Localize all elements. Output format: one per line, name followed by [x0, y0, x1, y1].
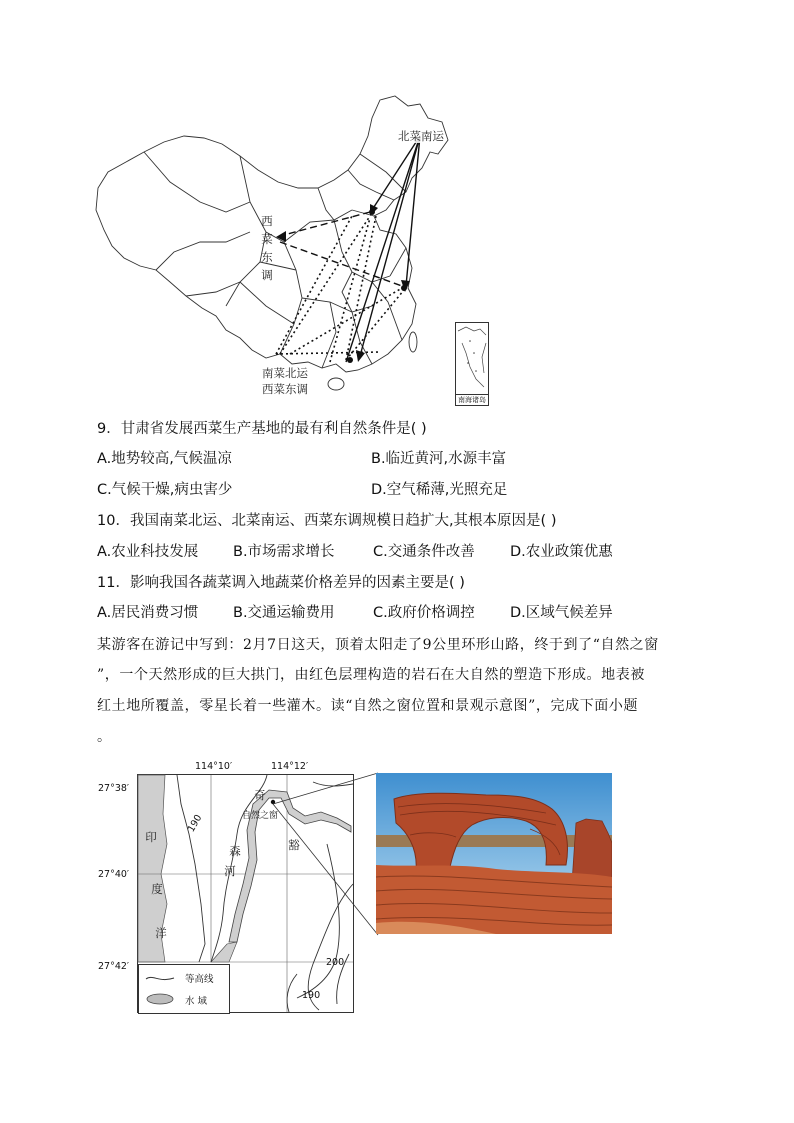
rock-arch-illustration — [376, 773, 612, 934]
map-legend — [138, 964, 230, 1014]
inset-caption: 南海诸岛 — [458, 396, 486, 404]
label-west-to-east-bottom: 西菜东调 — [262, 382, 308, 396]
river-label-2: 河 — [224, 864, 236, 878]
ocean-label-2: 度 — [151, 882, 163, 896]
contour-label-190a: 190 — [185, 812, 205, 835]
passage-line-2: ”，一个天然形成的巨大拱门，由红色层理构造的岩石在大自然的塑造下形成。地表被 — [97, 667, 645, 683]
question-10-stem: 10．我国南菜北运、北菜南运、西菜东调规模日趋扩大,其根本原因是( ) — [97, 513, 557, 529]
lon-label-2: 114°12′ — [271, 761, 309, 772]
water-legend-symbol — [145, 993, 175, 1005]
q9-option-a: A.地势较高,气候温凉 — [97, 451, 232, 467]
q11-option-c: C.政府价格调控 — [373, 605, 475, 621]
passage-line-1: 某游客在游记中写到：2月7日这天，顶着太阳走了9公里环形山路，终于到了“自然之窗 — [97, 637, 659, 653]
inset-map — [456, 323, 488, 393]
q9-option-c: C.气候干燥,病虫害少 — [97, 482, 233, 498]
passage-line-3: 红土地所覆盖，零星长着一些灌木。读“自然之窗位置和景观示意图”，完成下面小题 — [97, 698, 639, 714]
question-9-stem: 9．甘肃省发展西菜生产基地的最有利自然条件是( ) — [97, 421, 427, 437]
question-11-stem: 11．影响我国各蔬菜调入地蔬菜价格差异的因素主要是( ) — [97, 575, 465, 591]
gorge-label-2: 豁 — [288, 838, 300, 852]
lat-label-1: 27°38′ — [98, 783, 130, 794]
contour-legend-symbol — [145, 973, 175, 983]
ocean-label-3: 洋 — [155, 926, 167, 940]
lat-label-2: 27°40′ — [98, 869, 130, 880]
q10-option-c: C.交通条件改善 — [373, 544, 475, 560]
passage-line-4: 。 — [97, 729, 112, 745]
label-north-to-south: 北菜南运 — [398, 129, 444, 143]
contour-label-200: 200 — [326, 957, 345, 968]
contour-label-190b: 190 — [302, 990, 321, 1001]
label-west-to-east-vertical: 西 菜 东 调 — [261, 214, 273, 282]
ocean-label-1: 印 — [145, 830, 157, 844]
q9-option-b: B.临近黄河,水源丰富 — [371, 451, 507, 467]
q11-option-d: D.区域气候差异 — [510, 605, 613, 621]
lon-label-1: 114°10′ — [195, 761, 233, 772]
south-china-sea-inset — [455, 322, 489, 406]
q11-option-a: A.居民消费习惯 — [97, 605, 199, 621]
legend-water-label: 水 域 — [185, 996, 208, 1007]
legend-contour-label: 等高线 — [185, 974, 214, 985]
lat-label-3: 27°42′ — [98, 961, 130, 972]
label-south-to-north: 南菜北运 — [262, 366, 308, 380]
natural-window-photo — [376, 773, 612, 934]
q10-option-b: B.市场需求增长 — [233, 544, 335, 560]
q9-option-d: D.空气稀薄,光照充足 — [371, 482, 508, 498]
river-label-1: 森 — [229, 844, 241, 858]
china-vegetable-transport-map — [90, 92, 490, 412]
q11-option-b: B.交通运输费用 — [233, 605, 335, 621]
connector-lines — [270, 770, 380, 940]
q10-option-a: A.农业科技发展 — [97, 544, 199, 560]
q10-option-d: D.农业政策优惠 — [510, 544, 613, 560]
natural-window-label: 自然之窗 — [242, 811, 279, 821]
gorge-label-1: 奇 — [254, 788, 266, 802]
